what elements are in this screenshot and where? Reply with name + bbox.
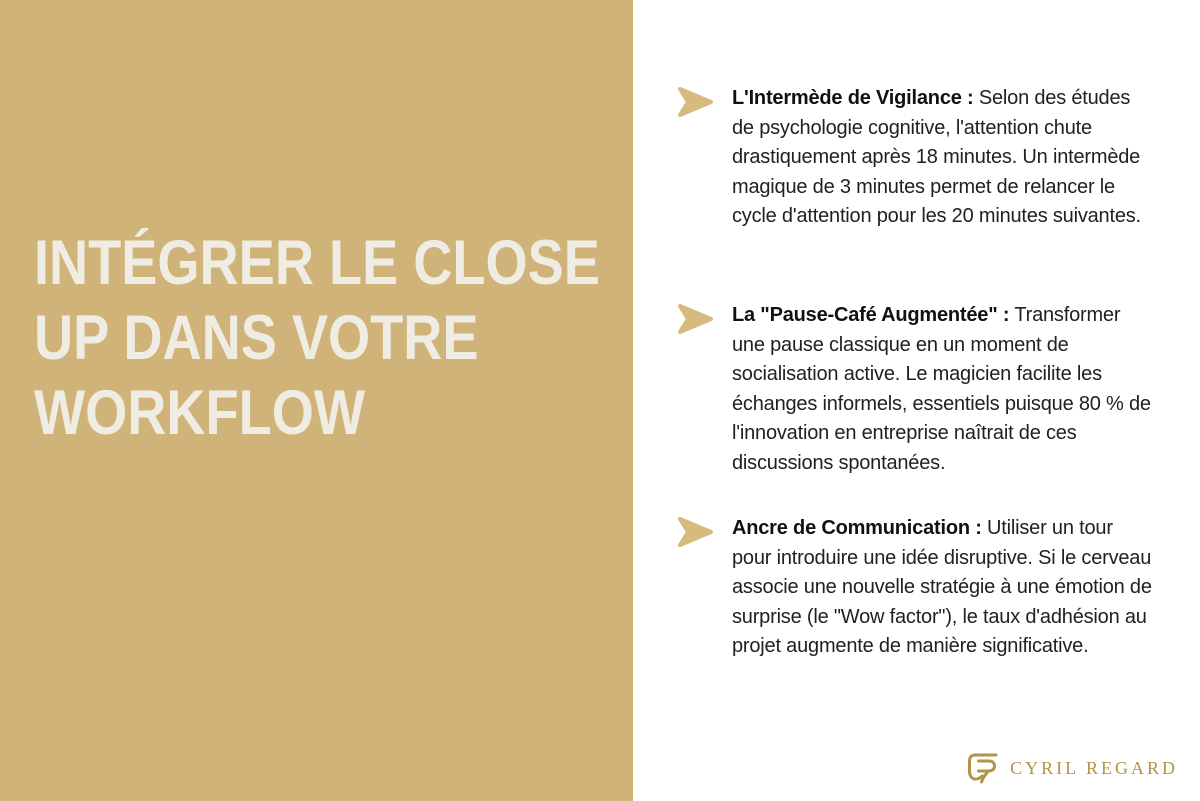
bullet-body: Transformer une pause classique en un moment de socialisation active. Le magicien facilite les échanges informels, essentiels puisque 80 % de l'innovation en entreprise naîtrait de ces discussions spontanées. — [732, 304, 1151, 474]
bullet-item-pause-cafe — [678, 301, 1152, 478]
arrow-right-icon — [678, 517, 716, 552]
page-title — [34, 226, 600, 451]
bullet-heading: La "Pause-Café Augmentée" : — [732, 304, 1010, 326]
page-title-line: WORKFLOW — [34, 378, 366, 448]
page-title-line: UP DANS VOTRE — [34, 303, 479, 373]
bullet-heading: Ancre de Communication : — [732, 517, 982, 539]
bullet-item-vigilance — [678, 84, 1152, 232]
bullet-heading: L'Intermède de Vigilance : — [732, 87, 974, 109]
arrow-right-icon — [678, 304, 716, 339]
page-title-line: INTÉGRER LE CLOSE — [34, 228, 600, 298]
bullet-body: Selon des études de psychologie cognitive, l'attention chute drastiquement après 18 minutes. Un intermède magique de 3 minutes permet de relancer le cycle d'attention pour les 20 minutes suivantes. — [732, 87, 1141, 227]
bullet-text — [732, 514, 1152, 662]
bullet-text — [732, 301, 1152, 478]
arrow-right-icon — [678, 87, 716, 122]
brand-name: CYRIL REGARD — [1010, 757, 1178, 778]
bullet-item-ancre-communication — [678, 514, 1152, 662]
brand-logo — [965, 750, 1178, 786]
bullet-text — [732, 84, 1152, 232]
cr-monogram-icon — [965, 750, 1001, 786]
bullet-body: Utiliser un tour pour introduire une idée disruptive. Si le cerveau associe une nouvelle stratégie à une émotion de surprise (le "Wow factor"), le taux d'adhésion au projet augmente de manière significative. — [732, 517, 1152, 657]
